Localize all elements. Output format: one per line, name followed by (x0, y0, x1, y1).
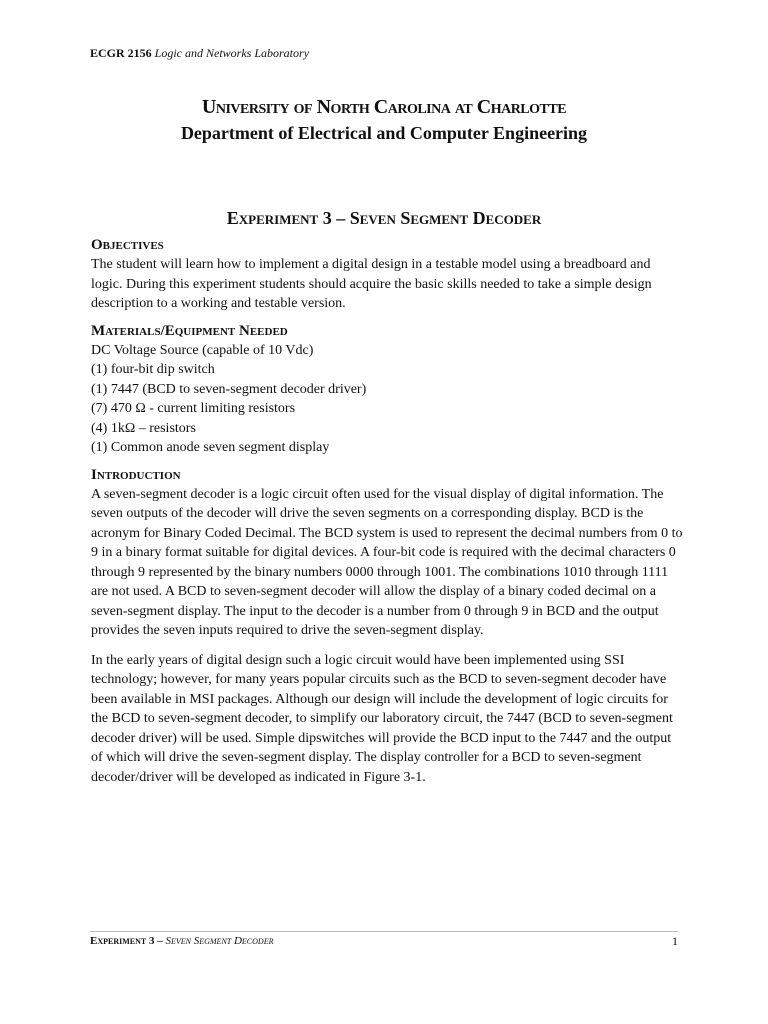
document-body (91, 236, 685, 787)
list-item: (7) 470 Ω - current limiting resistors (91, 401, 296, 416)
list-item: (1) 7447 (BCD to seven-segment decoder driver) (91, 381, 367, 397)
introduction-paragraph: In the early years of digital design such a logic circuit would have been implemented using SSI technology; however, for many years popular circuits such as the BCD to seven-segment decoder have been available in MSI packages. Although our design will include the development of logic circuits for the BCD to seven-segment decoder, to simplify our laboratory circuit, the 7447 (BCD to seven-segment decoder driver) will be used. Simple dipswitches will provide the BCD input to the 7447 and the output of which will drive the seven-segment display. The display controller for a BCD to seven-segment decoder/driver will be developed as indicated in Figure 3-1. (91, 652, 673, 785)
list-item: DC Voltage Source (capable of 10 Vdc) (91, 342, 314, 358)
page-number: 1 (672, 934, 678, 948)
experiment-title: Experiment 3 – Seven Segment Decoder (226, 208, 542, 228)
list-item: (4) 1kΩ – resistors (91, 420, 196, 436)
list-item: (1) Common anode seven segment display (91, 440, 330, 455)
footer-label: Experiment 3 – (90, 935, 163, 947)
course-code: ECGR 2156 (90, 46, 152, 60)
university-name: University of North Carolina at Charlotte (201, 96, 567, 118)
footer-title: Seven Segment Decoder (165, 935, 274, 947)
page-header (90, 45, 309, 61)
list-item: (1) four-bit dip switch (91, 362, 215, 377)
title-block (0, 94, 768, 146)
department-name: Department of Electrical and Computer Engineering (180, 123, 588, 143)
objectives-text: The student will learn how to implement a digital design in a testable model using a breadboard and logic. During this experiment students should acquire the basic skills needed to take a simple design description to a working and testable version. (91, 257, 652, 311)
page-footer (90, 931, 678, 948)
materials-list (91, 341, 685, 458)
introduction-heading: Introduction (91, 466, 181, 483)
introduction-paragraph: A seven-segment decoder is a logic circuit often used for the visual display of digital information. The seven outputs of the decoder will drive the seven segments on a corresponding display. BCD is the acronym for Binary Coded Decimal. The BCD system is used to represent the decimal numbers from 0 to 9 in a binary format suitable for digital devices. A four-bit code is required with the decimal characters 0 through 9 represented by the binary numbers 0000 through 1001. The combinations 1010 through 1111 are not used. A BCD to seven-segment decoder will allow the display of a binary coded decimal on a seven-segment display. The input to the decoder is a number from 0 through 9 in BCD and the output provides the seven inputs required to drive the seven-segment display. (91, 486, 683, 638)
objectives-heading: Objectives (91, 237, 164, 253)
materials-heading: Materials/Equipment Needed (91, 322, 288, 339)
course-name: Logic and Networks Laboratory (154, 46, 310, 60)
